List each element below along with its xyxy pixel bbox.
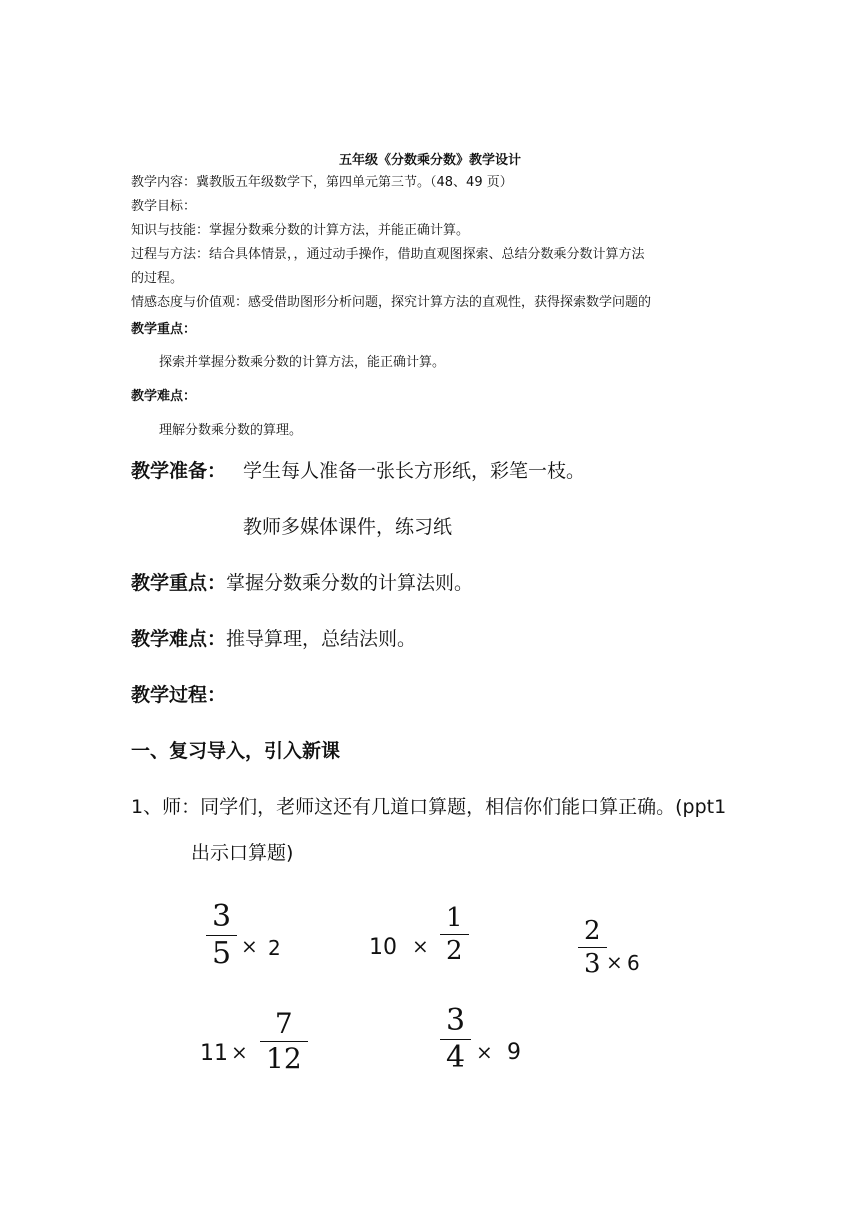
times-sign: × (606, 950, 623, 974)
preparation-line-1: 学生每人准备一张长方形纸，彩笔一枝。 (243, 460, 586, 482)
problem-5-whole: 9 (507, 1040, 521, 1065)
key-points-2-label: 教学重点： (131, 572, 227, 594)
difficult-points-2 (131, 626, 416, 652)
knowledge-skill-line: 知识与技能：掌握分数乘分数的计算方法，并能正确计算。 (131, 223, 470, 238)
teaching-process-label: 教学过程： (131, 684, 227, 706)
problem-4-whole: 11 (200, 1041, 228, 1066)
problem-4-fraction (260, 1007, 308, 1075)
problem-5-denominator: 4 (446, 1040, 466, 1075)
times-sign: × (412, 934, 429, 958)
preparation-line-2: 教师多媒体课件，练习纸 (243, 516, 453, 538)
problem-2-whole: 10 (369, 935, 397, 960)
problem-1-whole: 2 (268, 936, 281, 960)
key-points-2 (131, 570, 473, 596)
difficult-points-heading: 教学难点： (131, 389, 197, 404)
key-points-text: 探索并掌握分数乘分数的计算方法，能正确计算。 (159, 355, 446, 370)
emotion-attitude-line: 情感态度与价值观：感受借助图形分析问题，探究计算方法的直观性，获得探索数学问题的 (131, 295, 652, 310)
item-1-line-2: 出示口算题) (191, 842, 294, 864)
key-points-2-text: 掌握分数乘分数的计算法则。 (226, 572, 474, 594)
teaching-goals-heading: 教学目标： (131, 199, 197, 214)
difficult-points-2-text: 推导算理，总结法则。 (226, 628, 417, 650)
problem-3-denominator: 3 (584, 949, 601, 979)
problem-3-whole: 6 (627, 951, 640, 975)
difficult-points-text: 理解分数乘分数的算理。 (159, 423, 303, 438)
problem-5-numerator: 3 (446, 1003, 466, 1038)
key-points-heading: 教学重点： (131, 322, 197, 337)
times-sign: × (231, 1040, 248, 1064)
problem-1-fraction (206, 899, 237, 971)
teaching-content-line: 教学内容：冀教版五年级数学下，第四单元第三节。（48、49 页） (131, 175, 513, 190)
problem-3-fraction (578, 918, 607, 977)
process-method-line-cont: 的过程。 (131, 271, 184, 286)
problem-3-numerator: 2 (584, 916, 601, 946)
problem-1-numerator: 3 (212, 899, 232, 934)
times-sign: × (476, 1040, 493, 1064)
preparation-label: 教学准备： (131, 460, 227, 482)
process-method-line: 过程与方法：结合具体情景，，通过动手操作，借助直观图探索、总结分数乘分数计算方法 (131, 247, 645, 262)
times-sign: × (241, 934, 258, 958)
problem-4-numerator: 7 (274, 1007, 293, 1040)
item-1-line-1: 1、师：同学们，老师这还有几道口算题，相信你们能口算正确。(ppt1 (131, 796, 727, 818)
problem-2-denominator: 2 (446, 936, 463, 966)
problem-4-denominator: 12 (266, 1042, 302, 1075)
problem-2-numerator: 1 (446, 903, 463, 933)
problem-5-fraction (440, 1003, 471, 1075)
document-title: 五年级《分数乘分数》教学设计 (338, 153, 521, 168)
problem-2-fraction (440, 905, 469, 964)
difficult-points-2-label: 教学难点： (131, 628, 227, 650)
problem-1-denominator: 5 (212, 936, 232, 971)
section-1-heading: 一、复习导入，引入新课 (131, 740, 341, 762)
